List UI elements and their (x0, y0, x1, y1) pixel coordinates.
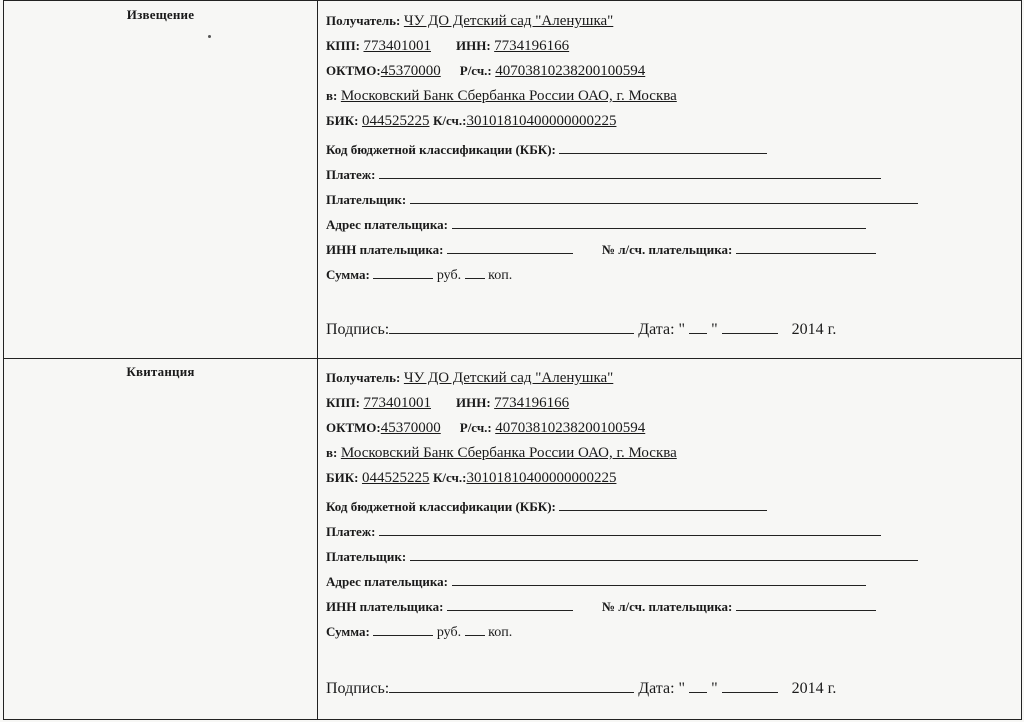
recipient-value: ЧУ ДО Детский сад "Аленушка" (403, 13, 614, 29)
receipt-payer-row (326, 548, 918, 566)
sum-label: Сумма: (326, 267, 370, 282)
payer-address-label: Адрес плательщика: (326, 217, 449, 232)
payment-label: Платеж: (326, 524, 376, 539)
kpp-value: 773401001 (363, 38, 431, 54)
corr-value: 30101810400000000225 (466, 470, 617, 486)
payer-address-label: Адрес плательщика: (326, 574, 449, 589)
receipt-oktmo-row (326, 420, 645, 437)
notice-payer-row (326, 191, 918, 209)
kpp-value: 773401001 (363, 395, 431, 411)
notice-details (326, 1, 1021, 358)
kbk-field[interactable] (559, 498, 767, 511)
bank-value: Московский Банк Сбербанка России ОАО, г. Москва (340, 445, 677, 461)
sum-kop-field[interactable] (465, 266, 485, 279)
date-quote: " (711, 680, 718, 697)
kbk-label: Код бюджетной классификации (КБК): (326, 499, 556, 514)
signature-label: Подпись: (326, 321, 390, 338)
receipt-recipient-row (326, 370, 613, 387)
recipient-label: Получатель: (326, 370, 401, 385)
date-quote: " (711, 321, 718, 338)
payer-account-label: № л/сч. плательщика: (601, 242, 733, 257)
notice-bik-row (326, 113, 616, 130)
payment-field[interactable] (379, 166, 881, 179)
bank-value: Московский Банк Сбербанка России ОАО, г. Москва (340, 88, 677, 104)
date-day-field[interactable] (689, 321, 707, 334)
bik-value: 044525225 (361, 113, 430, 129)
inn-value: 7734196166 (494, 395, 570, 411)
kbk-field[interactable] (559, 141, 767, 154)
payer-address-field[interactable] (452, 216, 866, 229)
year-label: 2014 г. (791, 321, 837, 338)
corr-label: К/сч.: (432, 470, 467, 485)
receipt-bik-row (326, 470, 616, 487)
receipt-left-column (4, 358, 318, 719)
bik-value: 044525225 (361, 470, 430, 486)
receipt-payer-address-row (326, 573, 866, 591)
sum-rub-field[interactable] (373, 266, 433, 279)
payer-account-field[interactable] (736, 598, 876, 611)
date-label: Дата: " (638, 680, 686, 697)
year-label: 2014 г. (791, 680, 837, 697)
receipt-payment-row (326, 523, 881, 541)
payer-address-field[interactable] (452, 573, 866, 586)
notice-section (4, 1, 1021, 359)
recipient-label: Получатель: (326, 13, 401, 28)
signature-field[interactable] (389, 321, 634, 334)
payer-inn-label: ИНН плательщика: (326, 599, 444, 614)
receipt-kpp-inn-row (326, 395, 569, 412)
date-day-field[interactable] (689, 680, 707, 693)
notice-title: Извещение (126, 7, 195, 22)
bank-label: в: (326, 445, 338, 460)
account-value: 40703810238200100594 (495, 63, 646, 79)
payer-account-label: № л/сч. плательщика: (601, 599, 733, 614)
receipt-payer-inn-row (326, 598, 876, 616)
date-label: Дата: " (638, 321, 686, 338)
sum-label: Сумма: (326, 624, 370, 639)
receipt-details (326, 358, 1021, 719)
notice-signature-row (326, 321, 836, 339)
rub-label: руб. (436, 625, 462, 640)
receipt-title: Квитанция (126, 364, 195, 379)
payer-account-field[interactable] (736, 241, 876, 254)
date-month-field[interactable] (722, 680, 778, 693)
corr-label: К/сч.: (432, 113, 467, 128)
notice-sum-row (326, 266, 512, 284)
kpp-label: КПП: (326, 395, 360, 410)
oktmo-label: ОКТМО: (326, 63, 381, 78)
inn-label: ИНН: (455, 395, 491, 410)
receipt-signature-row (326, 680, 836, 698)
account-value: 40703810238200100594 (495, 420, 646, 436)
signature-field[interactable] (389, 680, 634, 693)
account-label: Р/сч.: (459, 63, 492, 78)
payer-inn-field[interactable] (447, 598, 573, 611)
payer-inn-field[interactable] (447, 241, 573, 254)
rub-label: руб. (436, 268, 462, 283)
oktmo-label: ОКТМО: (326, 420, 381, 435)
kbk-label: Код бюджетной классификации (КБК): (326, 142, 556, 157)
payment-label: Платеж: (326, 167, 376, 182)
receipt-section (4, 358, 1021, 719)
notice-bank-row (326, 88, 677, 105)
receipt-bank-row (326, 445, 677, 462)
notice-recipient-row (326, 13, 613, 30)
payer-field[interactable] (410, 191, 918, 204)
signature-label: Подпись: (326, 680, 390, 697)
scan-speck (208, 35, 211, 38)
inn-value: 7734196166 (494, 38, 570, 54)
inn-label: ИНН: (455, 38, 491, 53)
sum-rub-field[interactable] (373, 623, 433, 636)
payer-label: Плательщик: (326, 549, 407, 564)
receipt-kbk-row (326, 498, 767, 516)
date-month-field[interactable] (722, 321, 778, 334)
payment-form (3, 0, 1022, 720)
payer-field[interactable] (410, 548, 918, 561)
payer-inn-label: ИНН плательщика: (326, 242, 444, 257)
notice-payment-row (326, 166, 881, 184)
bik-label: БИК: (326, 470, 359, 485)
oktmo-value: 45370000 (380, 420, 441, 436)
payer-label: Плательщик: (326, 192, 407, 207)
bik-label: БИК: (326, 113, 359, 128)
notice-left-column (4, 1, 318, 358)
bank-label: в: (326, 88, 338, 103)
account-label: Р/сч.: (459, 420, 492, 435)
payment-field[interactable] (379, 523, 881, 536)
kpp-label: КПП: (326, 38, 360, 53)
notice-kbk-row (326, 141, 767, 159)
notice-payer-address-row (326, 216, 866, 234)
sum-kop-field[interactable] (465, 623, 485, 636)
receipt-sum-row (326, 623, 512, 641)
notice-kpp-inn-row (326, 38, 569, 55)
kop-label: коп. (488, 625, 513, 640)
corr-value: 30101810400000000225 (466, 113, 617, 129)
notice-payer-inn-row (326, 241, 876, 259)
kop-label: коп. (488, 268, 513, 283)
oktmo-value: 45370000 (380, 63, 441, 79)
recipient-value: ЧУ ДО Детский сад "Аленушка" (403, 370, 614, 386)
notice-oktmo-row (326, 63, 645, 80)
